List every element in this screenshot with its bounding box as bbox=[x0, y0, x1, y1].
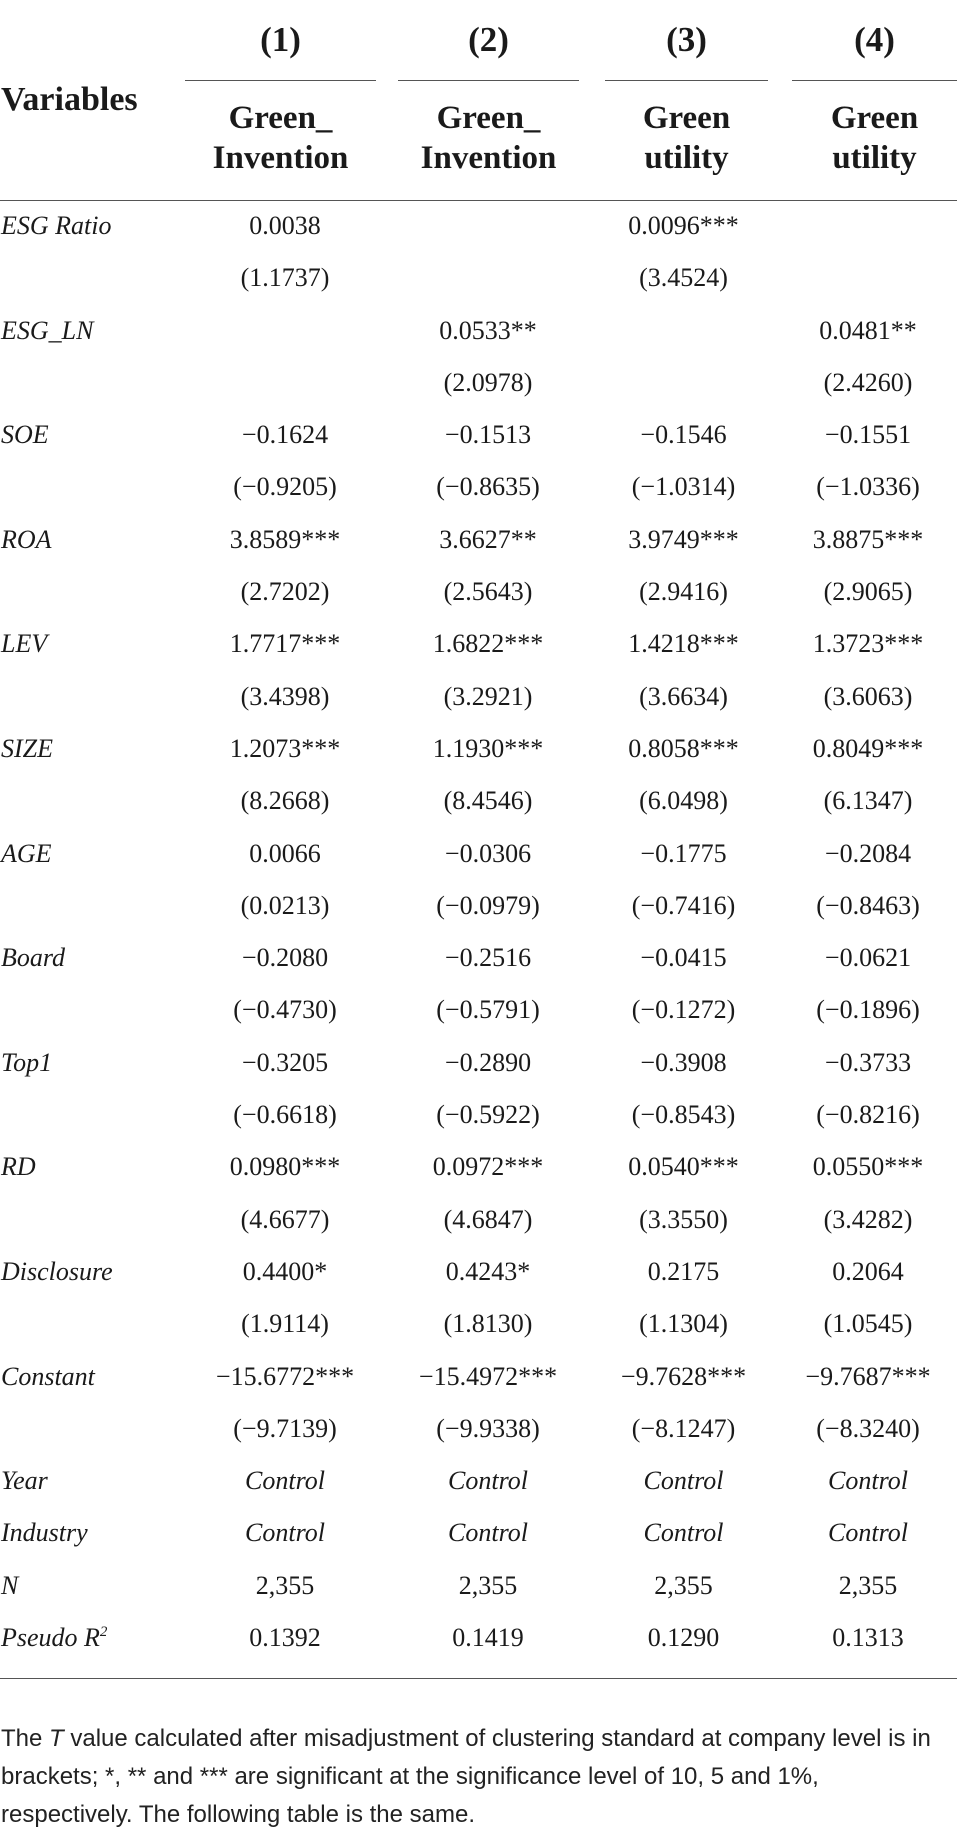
table-cell: 0.4243* bbox=[445, 1256, 531, 1286]
table-cell: Control bbox=[828, 1518, 908, 1548]
row-label-text: SIZE bbox=[1, 733, 53, 763]
table-row bbox=[0, 1298, 957, 1350]
row-label-text: Year bbox=[1, 1466, 48, 1496]
table-cell: (−0.8543) bbox=[631, 1100, 736, 1130]
footnote-part2: value calculated after misadjustment of clustering standard at company level is in brackets; *, ** and *** are significant at the significance level of 10, 5 and 1%, respectively. The following table is the same. bbox=[1, 1725, 931, 1828]
row-label bbox=[1, 1455, 48, 1507]
table-row bbox=[0, 1141, 957, 1193]
table-cell: (4.6847) bbox=[443, 1204, 533, 1234]
row-label bbox=[1, 305, 93, 357]
table-cell: (−0.4730) bbox=[233, 995, 337, 1025]
table-cell: −9.7628*** bbox=[620, 1361, 747, 1391]
row-label bbox=[1, 409, 49, 461]
table-row bbox=[0, 1037, 957, 1089]
table-cell: 1.3723*** bbox=[812, 629, 924, 659]
table-cell: −0.1546 bbox=[640, 420, 727, 450]
column-header-3 bbox=[605, 98, 768, 178]
table-row bbox=[0, 618, 957, 670]
table-cell: (3.3550) bbox=[639, 1204, 728, 1234]
table-row bbox=[0, 1403, 957, 1455]
table-cell: −0.3733 bbox=[824, 1047, 912, 1077]
table-cell: 1.6822*** bbox=[432, 629, 544, 659]
table-cell: 0.0481** bbox=[819, 315, 917, 345]
table-cell: 3.9749*** bbox=[628, 524, 739, 554]
column-rule-2 bbox=[398, 80, 579, 81]
row-label-text: N bbox=[1, 1570, 19, 1600]
table-cell: 0.0066 bbox=[249, 838, 321, 868]
table-cell: −15.6772*** bbox=[215, 1361, 355, 1391]
row-label bbox=[1, 828, 52, 880]
table-cell: (1.9114) bbox=[241, 1309, 329, 1339]
table-cell: (8.4546) bbox=[443, 786, 533, 816]
column-header-2-line1: Green_ bbox=[436, 100, 541, 136]
column-rule-1 bbox=[185, 80, 376, 81]
table-cell: Control bbox=[828, 1466, 908, 1496]
table-row bbox=[0, 1612, 957, 1664]
row-label-text: Top1 bbox=[1, 1047, 53, 1077]
table-cell: (1.8130) bbox=[443, 1309, 533, 1339]
row-label-text: RD bbox=[1, 1152, 36, 1182]
table-cell: −9.7687*** bbox=[805, 1361, 931, 1391]
table-cell: (−1.0314) bbox=[631, 472, 736, 502]
table-cell: 0.0550*** bbox=[812, 1152, 924, 1182]
table-cell: (6.1347) bbox=[823, 786, 913, 816]
column-header-2-line2: Invention bbox=[420, 140, 557, 176]
footnote-t-letter: T bbox=[49, 1725, 64, 1752]
column-header-4 bbox=[792, 98, 957, 178]
table-cell: 0.1419 bbox=[452, 1623, 524, 1653]
table-cell: (−0.1896) bbox=[816, 995, 920, 1025]
table-row bbox=[0, 1455, 957, 1507]
table-cell: −0.1513 bbox=[444, 420, 532, 450]
table-cell: Control bbox=[643, 1466, 724, 1496]
row-label-text: AGE bbox=[1, 838, 52, 868]
table-cell: 0.1290 bbox=[647, 1623, 720, 1653]
table-cell: 0.1392 bbox=[249, 1623, 321, 1653]
table-cell: (−9.9338) bbox=[436, 1413, 540, 1443]
table-cell: −0.1624 bbox=[241, 420, 329, 450]
table-body bbox=[0, 200, 957, 1664]
table-cell: (2.9416) bbox=[639, 577, 728, 607]
table-row bbox=[0, 932, 957, 984]
row-label bbox=[1, 1141, 36, 1193]
table-cell: (2.4260) bbox=[823, 367, 913, 397]
table-cell: −0.1551 bbox=[824, 420, 912, 450]
table-cell: (3.6063) bbox=[823, 681, 913, 711]
table-cell: −0.3205 bbox=[241, 1047, 329, 1077]
table-cell: (−0.8635) bbox=[436, 472, 540, 502]
table-cell: (1.1737) bbox=[240, 263, 330, 293]
row-label bbox=[1, 200, 112, 252]
column-number-1: (1) bbox=[260, 20, 301, 59]
table-cell: 0.2064 bbox=[832, 1256, 904, 1286]
table-row bbox=[0, 252, 957, 304]
table-cell: (1.0545) bbox=[823, 1309, 913, 1339]
table-cell: −0.2516 bbox=[444, 943, 532, 973]
table-cell: 3.6627** bbox=[439, 524, 537, 554]
row-label-text: Industry bbox=[1, 1518, 88, 1548]
table-cell: (3.2921) bbox=[443, 681, 533, 711]
table-cell: (3.6634) bbox=[639, 681, 728, 711]
table-cell: 0.0038 bbox=[249, 211, 321, 240]
table-cell: −0.0621 bbox=[824, 943, 912, 973]
table-cell: −0.2890 bbox=[444, 1047, 532, 1077]
column-rule-4 bbox=[792, 80, 957, 81]
column-number-3: (3) bbox=[666, 20, 707, 59]
table-row bbox=[0, 1194, 957, 1246]
table-cell: (2.9065) bbox=[823, 577, 913, 607]
table-cell: 0.1313 bbox=[832, 1623, 904, 1653]
column-header-3-line2: utility bbox=[644, 140, 729, 176]
row-label-text: ROA bbox=[1, 524, 52, 554]
table-row bbox=[0, 880, 957, 932]
table-cell: −0.1775 bbox=[640, 838, 727, 868]
table-cell: (−8.3240) bbox=[816, 1413, 920, 1443]
table-cell: (−8.1247) bbox=[631, 1413, 736, 1443]
row-label bbox=[1, 1612, 107, 1664]
table-row bbox=[0, 514, 957, 566]
table-cell: 1.1930*** bbox=[432, 733, 544, 763]
row-label bbox=[1, 1560, 18, 1612]
table-cell: −15.4972*** bbox=[418, 1361, 558, 1391]
table-row bbox=[0, 461, 957, 513]
table-cell: Control bbox=[448, 1518, 528, 1548]
table-cell: (−0.5922) bbox=[436, 1100, 540, 1130]
table-cell: 1.2073*** bbox=[229, 733, 341, 763]
row-label-superscript: 2 bbox=[99, 1624, 108, 1641]
table-row bbox=[0, 305, 957, 357]
table-cell: 0.4400* bbox=[242, 1256, 328, 1286]
table-row bbox=[0, 1089, 957, 1141]
table-row bbox=[0, 671, 957, 723]
table-cell: (−9.7139) bbox=[233, 1413, 337, 1443]
table-cell: 0.0980*** bbox=[229, 1152, 341, 1182]
table-cell: Control bbox=[448, 1466, 528, 1496]
table-cell: 2,355 bbox=[255, 1570, 315, 1600]
table-cell: −0.0415 bbox=[640, 943, 727, 973]
row-label bbox=[1, 514, 52, 566]
table-cell: 2,355 bbox=[458, 1570, 518, 1600]
table-row bbox=[0, 775, 957, 827]
table-cell: −0.3908 bbox=[640, 1047, 727, 1077]
column-header-1-line1: Green_ bbox=[228, 100, 333, 136]
column-number-2: (2) bbox=[468, 20, 509, 59]
table-cell: Control bbox=[643, 1518, 724, 1548]
row-label bbox=[1, 1037, 52, 1089]
column-rule-3 bbox=[605, 80, 768, 81]
row-label bbox=[1, 723, 53, 775]
table-cell: (1.1304) bbox=[639, 1309, 728, 1339]
row-label-text: Constant bbox=[1, 1361, 95, 1391]
row-label-text: ESG_LN bbox=[1, 315, 94, 345]
table-cell: 0.0972*** bbox=[432, 1152, 544, 1182]
table-cell: 0.0096*** bbox=[628, 211, 739, 240]
table-cell: 0.8058*** bbox=[628, 733, 739, 763]
row-label-text: Pseudo R bbox=[1, 1623, 100, 1653]
table-cell: 3.8589*** bbox=[229, 524, 341, 554]
table-cell: 0.0540*** bbox=[628, 1152, 739, 1182]
row-label bbox=[1, 1507, 88, 1559]
table-cell: (3.4398) bbox=[240, 681, 330, 711]
table-row bbox=[0, 828, 957, 880]
table-cell: (2.7202) bbox=[240, 577, 330, 607]
table-cell: (4.6677) bbox=[240, 1204, 330, 1234]
table-cell: (−0.6618) bbox=[233, 1100, 337, 1130]
table-row bbox=[0, 984, 957, 1036]
table-cell: −0.2084 bbox=[824, 838, 912, 868]
table-cell: (−0.0979) bbox=[436, 890, 540, 920]
table-cell: 1.4218*** bbox=[628, 629, 739, 659]
column-header-1 bbox=[185, 98, 376, 178]
row-label-text: SOE bbox=[1, 420, 49, 450]
row-label-text: Board bbox=[1, 943, 66, 973]
table-row bbox=[0, 1351, 957, 1403]
table-row bbox=[0, 357, 957, 409]
table-cell: (3.4282) bbox=[823, 1204, 913, 1234]
table-row bbox=[0, 566, 957, 618]
variables-header: Variables bbox=[1, 81, 138, 118]
row-label bbox=[1, 932, 65, 984]
column-number-4: (4) bbox=[854, 20, 895, 59]
table-cell: −0.2080 bbox=[241, 943, 329, 973]
table-row bbox=[0, 1560, 957, 1612]
table-cell: (−0.7416) bbox=[631, 890, 736, 920]
column-header-1-line2: Invention bbox=[212, 140, 349, 176]
table-cell: (2.0978) bbox=[443, 367, 533, 397]
table-cell: (−0.9205) bbox=[233, 472, 337, 502]
table-cell: 3.8875*** bbox=[812, 524, 924, 554]
table-cell: (−0.8216) bbox=[816, 1100, 920, 1130]
table-cell: 2,355 bbox=[838, 1570, 898, 1600]
table-cell: (−0.8463) bbox=[816, 890, 920, 920]
table-footnote bbox=[1, 1720, 951, 1834]
table-cell: 0.2175 bbox=[647, 1256, 720, 1286]
table-cell: −0.0306 bbox=[444, 838, 532, 868]
row-label bbox=[1, 1246, 113, 1298]
table-row bbox=[0, 1507, 957, 1559]
table-cell: 2,355 bbox=[654, 1570, 713, 1600]
table-cell: 0.8049*** bbox=[812, 733, 924, 763]
column-header-3-line1: Green bbox=[642, 100, 731, 136]
table-row bbox=[0, 200, 957, 252]
row-label-text: LEV bbox=[1, 629, 48, 659]
table-cell: 1.7717*** bbox=[229, 629, 341, 659]
table-row bbox=[0, 1246, 957, 1298]
table-cell: Control bbox=[245, 1518, 325, 1548]
table-cell: (8.2668) bbox=[240, 786, 330, 816]
table-cell: (2.5643) bbox=[443, 577, 533, 607]
table-row bbox=[0, 409, 957, 461]
row-label-text: Disclosure bbox=[1, 1256, 113, 1286]
table-cell: (−1.0336) bbox=[816, 472, 920, 502]
row-label bbox=[1, 1351, 95, 1403]
table-cell: (3.4524) bbox=[639, 263, 728, 293]
footnote-part1: The bbox=[1, 1725, 50, 1752]
table-cell: (−0.1272) bbox=[631, 995, 736, 1025]
table-cell: (0.0213) bbox=[240, 890, 330, 920]
table-cell: (−0.5791) bbox=[436, 995, 540, 1025]
column-header-2 bbox=[398, 98, 579, 178]
column-header-4-line1: Green bbox=[830, 100, 919, 136]
row-label bbox=[1, 618, 47, 670]
table-cell: (6.0498) bbox=[639, 786, 728, 816]
column-header-4-line2: utility bbox=[832, 140, 917, 176]
table-bottom-rule bbox=[0, 1678, 957, 1679]
table-cell: Control bbox=[245, 1466, 325, 1496]
table-cell: 0.0533** bbox=[439, 315, 537, 345]
row-label-text: ESG Ratio bbox=[1, 211, 112, 240]
table-row bbox=[0, 723, 957, 775]
